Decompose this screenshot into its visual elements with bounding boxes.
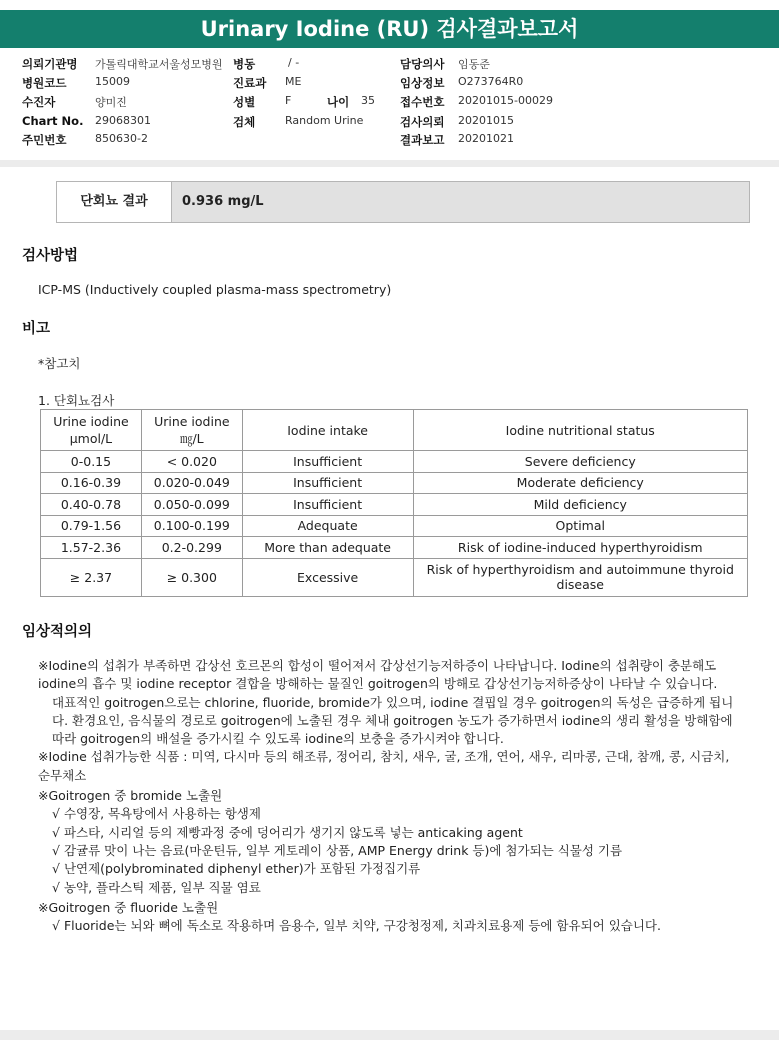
table-row xyxy=(41,451,748,473)
clinical-info-label: 임상정보 xyxy=(400,76,445,90)
sex-label: 성별 xyxy=(233,95,256,109)
table-cell: 0.2-0.299 xyxy=(141,537,242,559)
clinical-heading: 임상적의의 xyxy=(22,624,93,640)
id-label: 주민번호 xyxy=(22,133,67,147)
clinical-paragraph: 대표적인 goitrogen으로는 chlorine, fluoride, bromide가 있으며, iodine 결핍일 경우 goitrogen의 독성은 급증하게 됩니다. 환경요인, 음식물의 경로로 goitrogen에 노출된 경우 체내 goitrogen 농도가 증가하면서 iodine의 생리 활성을 방해함에 따라 goitrogen의 배설을 증가시킬 수 있도록 iodine의 보충을 증가시켜야 합니다. xyxy=(52,694,734,747)
table-cell: 0.40-0.78 xyxy=(41,494,142,516)
hospital-label: 의뢰기관명 xyxy=(22,57,78,71)
reception-value: 20201015-00029 xyxy=(458,94,553,107)
table-header: Iodine nutritional status xyxy=(413,410,747,451)
doctor-label: 담당의사 xyxy=(400,57,445,71)
table-cell: Moderate deficiency xyxy=(413,472,747,494)
age-label: 나이 xyxy=(327,95,350,109)
name-label: 수진자 xyxy=(22,95,56,109)
bromide-item: √ 난연제(polybrominated diphenyl ether)가 포함된 가정집기류 xyxy=(52,861,421,877)
table-cell: Adequate xyxy=(242,515,413,537)
result-label: 단회뇨 결과 xyxy=(57,182,172,222)
table-cell: 0.050-0.099 xyxy=(141,494,242,516)
table-cell: Insufficient xyxy=(242,472,413,494)
dept-value: ME xyxy=(285,75,302,88)
clinical-paragraph: ※Iodine의 섭취가 부족하면 갑상선 호르몬의 합성이 떨어져서 갑상선기능저하증이 나타납니다. Iodine의 섭취량이 충분해도 iodine의 흡수 및 iodine receptor 결합을 방해하는 물질인 goitrogen의 방해로 갑상선기능저하증상이 나타날 수 있습니다. xyxy=(38,658,718,692)
table-cell: 0.16-0.39 xyxy=(41,472,142,494)
table-header: Urine iodine μmol/L xyxy=(41,410,142,451)
ward-value: / - xyxy=(288,56,300,69)
method-heading: 검사방법 xyxy=(22,248,79,264)
food-sources: ※Iodine 섭취가능한 식품 : 미역, 다시마 등의 해조류, 정어리, 참치, 새우, 굴, 조개, 연어, 새우, 리마콩, 근대, 참깨, 콩, 시금치, 순무채소 xyxy=(38,749,730,783)
bromide-item: √ 수영장, 목욕탕에서 사용하는 항생제 xyxy=(52,806,261,822)
table-cell: ≥ 0.300 xyxy=(141,558,242,596)
table-row xyxy=(41,472,748,494)
result-box xyxy=(56,181,750,223)
table-cell: Mild deficiency xyxy=(413,494,747,516)
chart-value: 29068301 xyxy=(95,114,151,127)
doctor-value: 임동준 xyxy=(458,58,490,71)
table-header: Iodine intake xyxy=(242,410,413,451)
report-title: Urinary Iodine (RU) 검사결과보고서 xyxy=(0,10,779,48)
code-value: 15009 xyxy=(95,75,130,88)
bromide-item: √ 파스타, 시리얼 등의 제빵과정 중에 덩어리가 생기지 않도록 넣는 anticaking agent xyxy=(52,824,523,840)
table-cell: Risk of iodine-induced hyperthyroidism xyxy=(413,537,747,559)
table-cell: Risk of hyperthyroidism and autoimmune thyroid disease xyxy=(413,558,747,596)
request-label: 검사의뢰 xyxy=(400,115,445,129)
table-row xyxy=(41,537,748,559)
bromide-title: ※Goitrogen 중 bromide 노출원 xyxy=(38,788,223,804)
ward-label: 병동 xyxy=(233,57,256,71)
sex-value: F xyxy=(285,94,292,107)
reception-label: 접수번호 xyxy=(400,95,445,109)
section-divider xyxy=(0,160,779,167)
request-value: 20201015 xyxy=(458,114,514,127)
table-cell: Insufficient xyxy=(242,451,413,473)
table-cell: Severe deficiency xyxy=(413,451,747,473)
name-value: 양미진 xyxy=(95,96,127,109)
table-cell: 0.020-0.049 xyxy=(141,472,242,494)
hospital-value: 가톨릭대학교서울성모병원 xyxy=(95,58,223,71)
table-cell: 0.100-0.199 xyxy=(141,515,242,537)
fluoride-item: √ Fluoride는 뇌와 뼈에 독소로 작용하며 음용수, 일부 치약, 구강청정제, 치과치료용제 등에 함유되어 있습니다. xyxy=(52,918,661,934)
table-cell: < 0.020 xyxy=(141,451,242,473)
table-cell: ≥ 2.37 xyxy=(41,558,142,596)
table-row xyxy=(41,558,748,596)
remarks-heading: 비고 xyxy=(22,321,51,337)
table-header-row xyxy=(41,410,748,451)
code-label: 병원코드 xyxy=(22,76,67,90)
table-row xyxy=(41,515,748,537)
age-value: 35 xyxy=(361,94,375,107)
table-cell: Insufficient xyxy=(242,494,413,516)
patient-info xyxy=(22,56,762,152)
table-cell: Optimal xyxy=(413,515,747,537)
table-cell: 0-0.15 xyxy=(41,451,142,473)
report-date-label: 결과보고 xyxy=(400,133,445,147)
table-cell: 0.79-1.56 xyxy=(41,515,142,537)
footer-bar xyxy=(0,1030,779,1040)
result-value: 0.936 mg/L xyxy=(182,194,264,209)
report-date-value: 20201021 xyxy=(458,132,514,145)
table-cell: More than adequate xyxy=(242,537,413,559)
table-header: Urine iodine ㎎/L xyxy=(141,410,242,451)
reference-subtitle: 1. 단회뇨검사 xyxy=(38,393,115,408)
bromide-item: √ 감귤류 맛이 나는 음료(마운틴듀, 일부 게토레이 상품, AMP Energy drink 등)에 첨가되는 식물성 기름 xyxy=(52,842,623,858)
clinical-significance xyxy=(38,657,738,935)
specimen-value: Random Urine xyxy=(285,114,364,127)
bromide-item: √ 농약, 플라스틱 제품, 일부 직물 염료 xyxy=(52,879,261,895)
table-cell: Excessive xyxy=(242,558,413,596)
fluoride-title: ※Goitrogen 중 fluoride 노출원 xyxy=(38,899,219,915)
dept-label: 진료과 xyxy=(233,76,267,90)
chart-label: Chart No. xyxy=(22,114,84,128)
clinical-info-value: O273764R0 xyxy=(458,75,524,88)
specimen-label: 검체 xyxy=(233,115,256,129)
table-row xyxy=(41,494,748,516)
id-value: 850630-2 xyxy=(95,132,148,145)
reference-note: *참고치 xyxy=(38,356,81,371)
method-text: ICP-MS (Inductively coupled plasma-mass spectrometry) xyxy=(38,282,392,297)
table-cell: 1.57-2.36 xyxy=(41,537,142,559)
reference-table xyxy=(40,409,748,597)
